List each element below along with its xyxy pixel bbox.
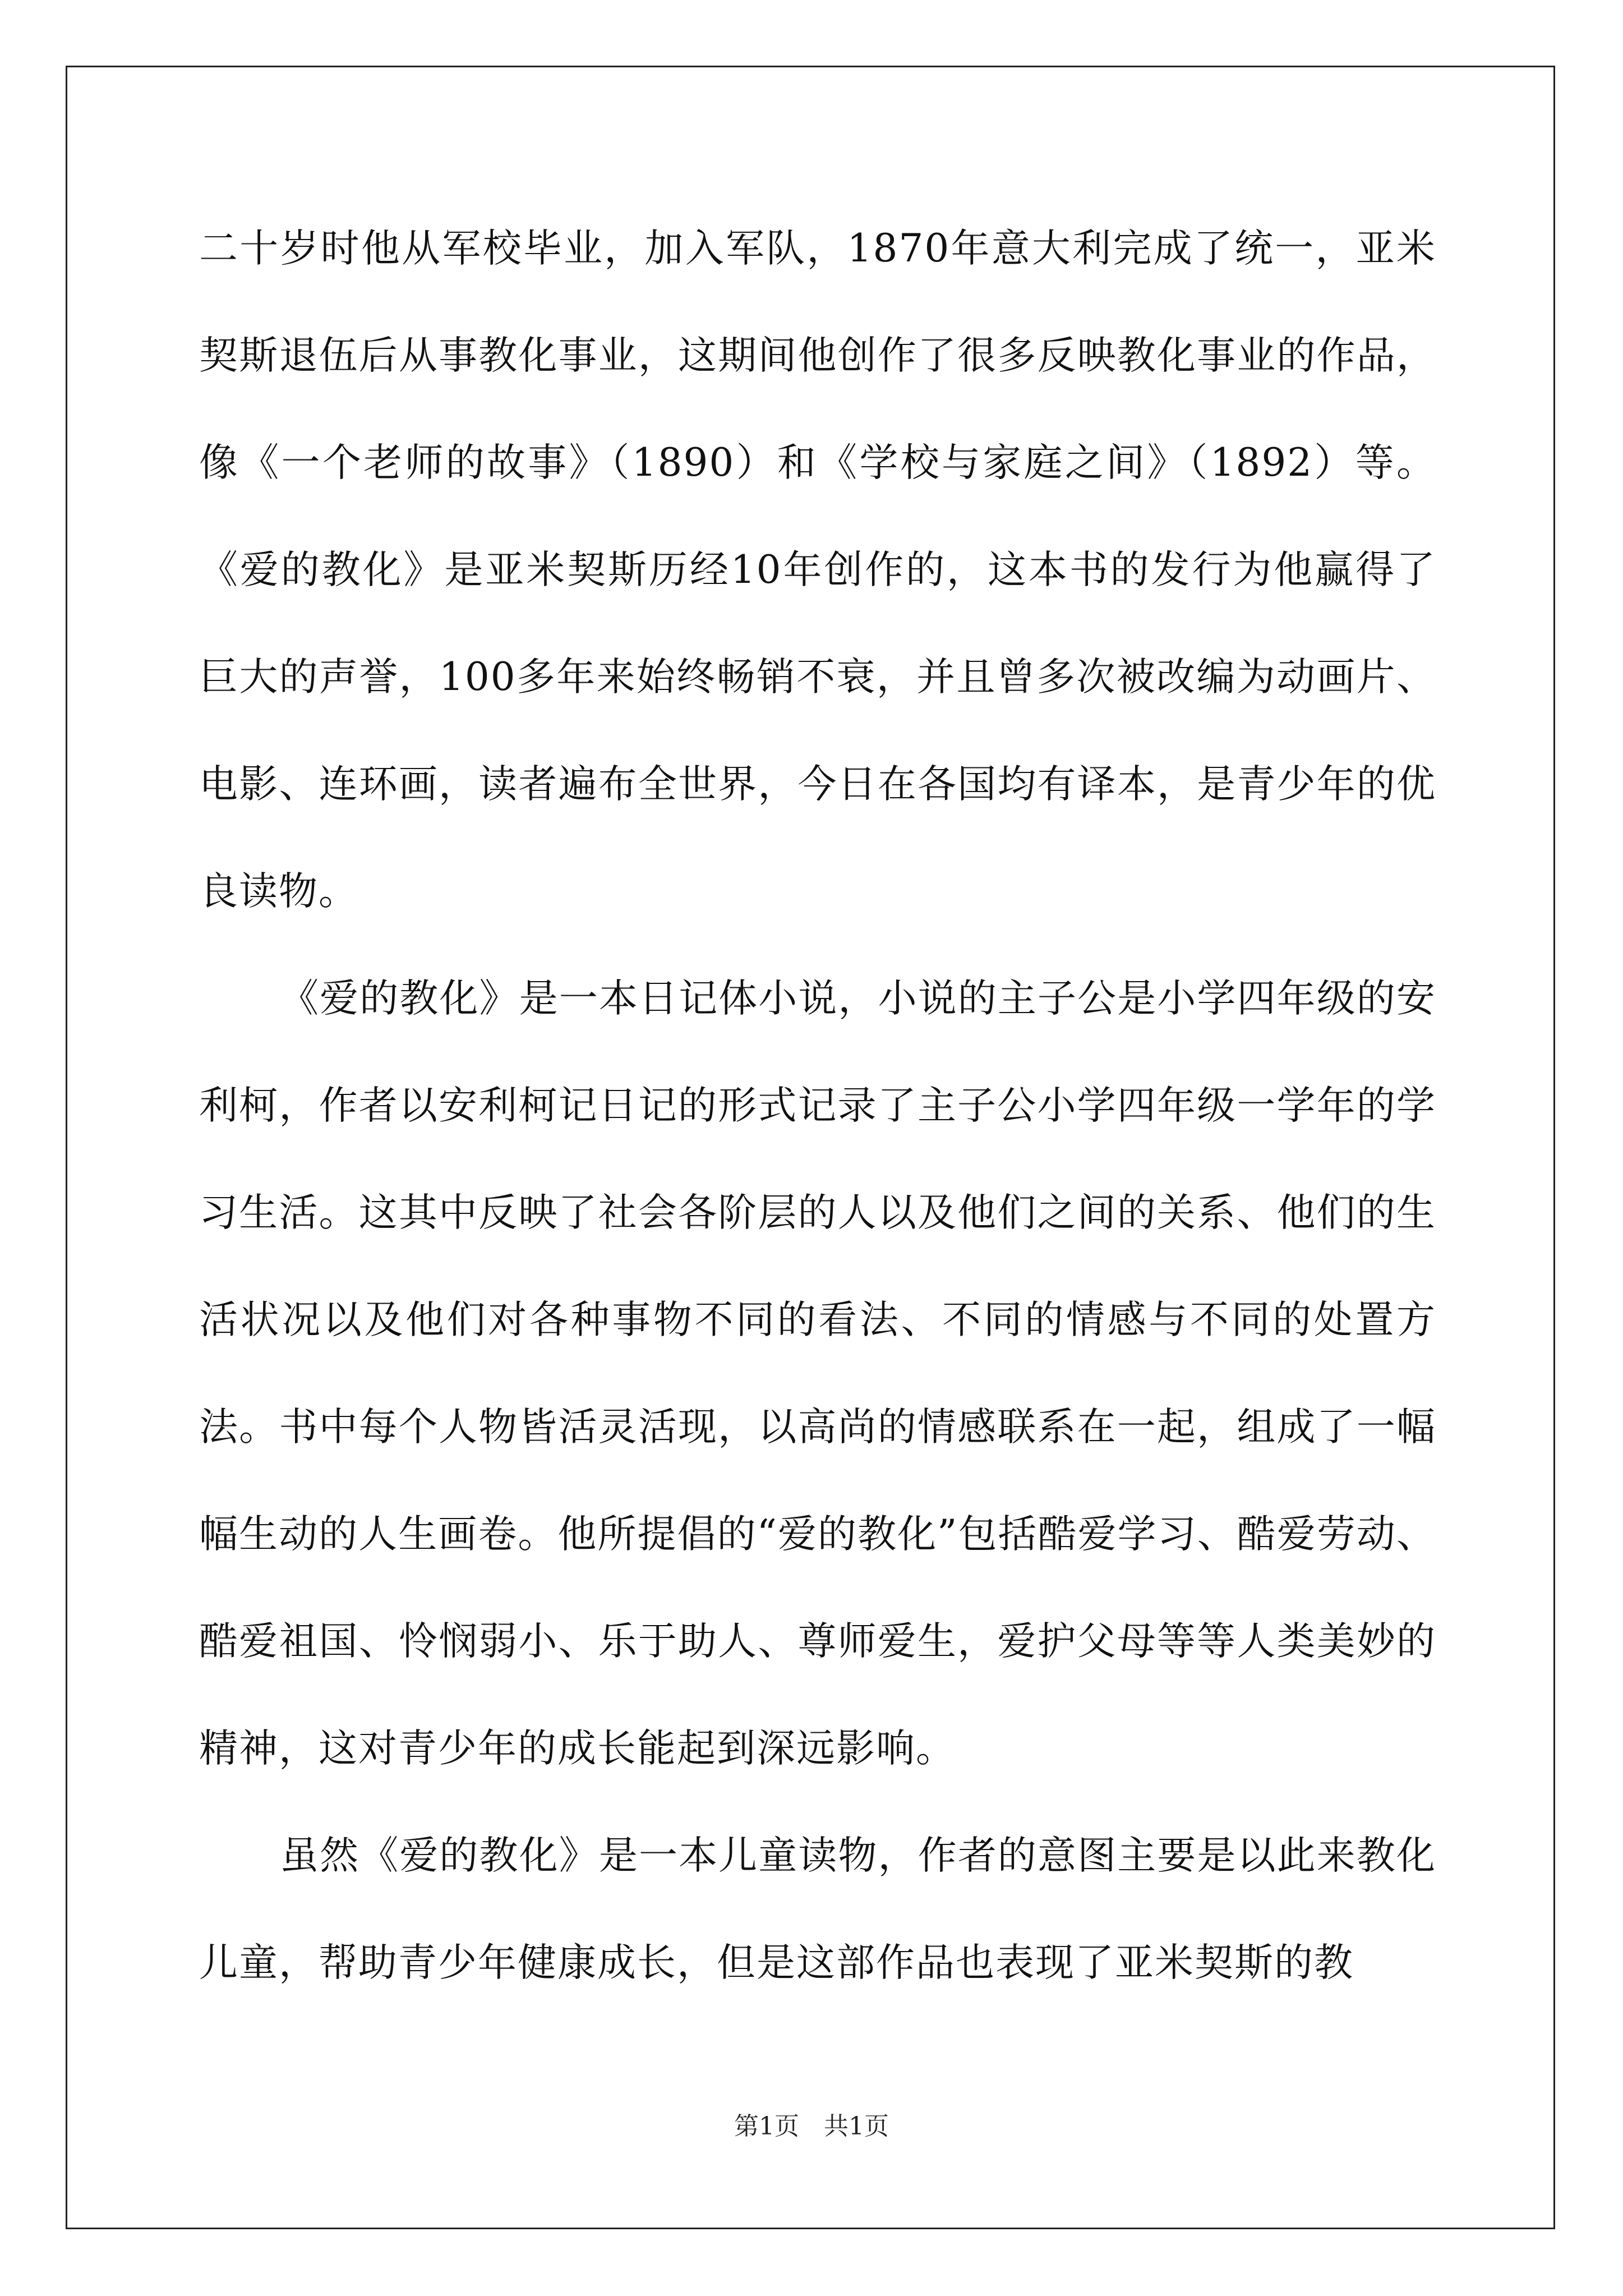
document-body: [199, 195, 1436, 2017]
paragraph-3: 虽然《爱的教化》是一本儿童读物，作者的意图主要是以此来教化儿童，帮助青少年健康成长，但是这部作品也表现了亚米契斯的教: [199, 1833, 1436, 1985]
page-number-footer: 第1页 共1页: [734, 2112, 889, 2141]
paragraph-1: 二十岁时他从军校毕业，加入军队，1870年意大利完成了统一，亚米契斯退伍后从事教化事业，这期间他创作了很多反映教化事业的作品，像《一个老师的故事》（1890）和《学校与家庭之间》（1892）等。《爱的教化》是亚米契斯历经10年创作的，这本书的发行为他赢得了巨大的声誉，100多年来始终畅销不衰，并且曾多次被改编为动画片、电影、连环画，读者遍布全世界，今日在各国均有译本，是青少年的优良读物。: [199, 226, 1436, 914]
paragraph-2: 《爱的教化》是一本日记体小说，小说的主子公是小学四年级的安利柯，作者以安利柯记日记的形式记录了主子公小学四年级一学年的学习生活。这其中反映了社会各阶层的人以及他们之间的关系、他们的生活状况以及他们对各种事物不同的看法、不同的情感与不同的处置方法。书中每个人物皆活灵活现，以高尚的情感联系在一起，组成了一幅幅生动的人生画卷。他所提倡的“爱的教化”包括酷爱学习、酷爱劳动、酷爱祖国、怜悯弱小、乐于助人、尊师爱生，爱护父母等等人类美妙的精神，这对青少年的成长能起到深远影响。: [199, 976, 1436, 1771]
